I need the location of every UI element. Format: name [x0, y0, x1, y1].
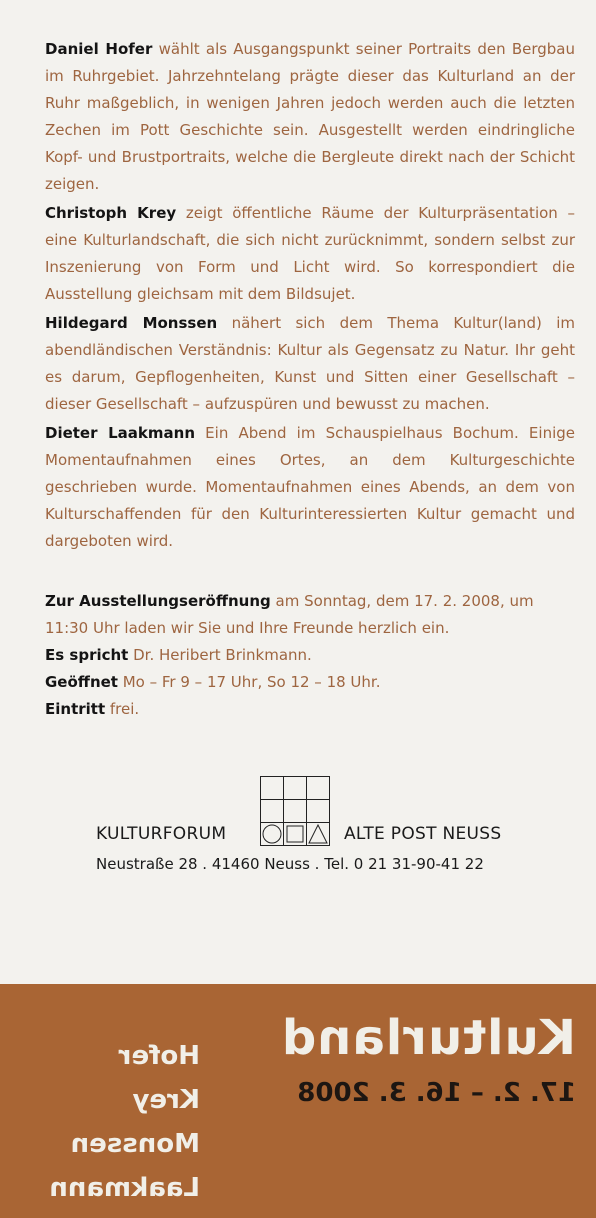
- artist-descriptions: [45, 36, 575, 557]
- cover-artist: Krey: [132, 1085, 200, 1115]
- kulturforum-logo-icon: [260, 776, 330, 846]
- paragraph-text: nähert sich dem Thema Kultur(land) im abendländischen Verständnis: Kultur als Gegensatz zu Natur. Ihr geht es darum, Gepflogenheiten, Kunst und Sitten einer Gesellschaft – dieser Gesellschaft – aufzuspüren und bewusst zu machen.: [45, 314, 575, 413]
- entry-line: [45, 696, 575, 723]
- speaker-line: [45, 642, 575, 669]
- cover-title: Kulturland: [280, 1010, 576, 1066]
- paragraph-laakmann: [45, 420, 575, 555]
- cover-artist: Laakmann: [49, 1173, 200, 1203]
- paragraph-text: wählt als Ausgangspunkt seiner Portraits den Bergbau im Ruhrgebiet. Jahrzehntelang prägte dieser das Kulturland an der Ruhr maßgeblich, in wenigen Jahren jedoch werden auch die letzten Zechen im Pott Geschichte sein. Ausgestellt werden eindringliche Kopf- und Brustportraits, welche die Bergleute direkt nach der Schicht zeigen.: [45, 40, 575, 193]
- entry-label: Eintritt: [45, 700, 106, 718]
- event-info: [45, 588, 575, 723]
- artist-name: Christoph Krey: [45, 204, 177, 222]
- entry-text: frei.: [105, 700, 140, 718]
- opening-line: [45, 588, 575, 642]
- hours-line: [45, 669, 575, 696]
- cover-artist-list: [40, 1034, 200, 1210]
- paragraph-monssen: [45, 310, 575, 418]
- cover-dates: 17. 2. – 16. 3. 2008: [297, 1078, 576, 1108]
- paragraph-hofer: [45, 36, 575, 198]
- organizer-address: Neustraße 28 . 41460 Neuss . Tel. 0 21 31-90-41 22: [96, 855, 484, 873]
- paragraph-krey: [45, 200, 575, 308]
- cover-artist: Hofer: [118, 1041, 200, 1071]
- organizer-name-left: KULTURFORUM: [96, 824, 227, 844]
- artist-name: Daniel Hofer: [45, 40, 153, 58]
- speaker-text: Dr. Heribert Brinkmann.: [128, 646, 312, 664]
- speaker-label: Es spricht: [45, 646, 129, 664]
- cover-artist: Monssen: [70, 1129, 200, 1159]
- opening-label: Zur Ausstellungseröffnung: [45, 592, 271, 610]
- artist-name: Dieter Laakmann: [45, 424, 196, 442]
- opening-text: am Sonntag, dem 17. 2. 2008, um 11:30 Uhr laden wir Sie und Ihre Freunde herzlich ein.: [45, 592, 534, 637]
- organizer-name-right: ALTE POST NEUSS: [344, 824, 502, 844]
- paragraph-text: Ein Abend im Schauspielhaus Bochum. Einige Momentaufnahmen eines Ortes, an dem Kulturgeschichte geschrieben wurde. Momentaufnahmen eines Abends, an dem von Kulturschaffenden für den Kulturinteressierten Kultur gemacht und dargeboten wird.: [45, 424, 575, 550]
- hours-text: Mo – Fr 9 – 17 Uhr, So 12 – 18 Uhr.: [117, 673, 381, 691]
- artist-name: Hildegard Monssen: [45, 314, 218, 332]
- hours-label: Geöffnet: [45, 673, 118, 691]
- paragraph-text: zeigt öffentliche Räume der Kulturpräsentation – eine Kulturlandschaft, die sich nicht zurücknimmt, sondern selbst zur Inszenierung von Form und Licht wird. So korrespondiert die Ausstellung gleichsam mit dem Bildsujet.: [45, 204, 575, 303]
